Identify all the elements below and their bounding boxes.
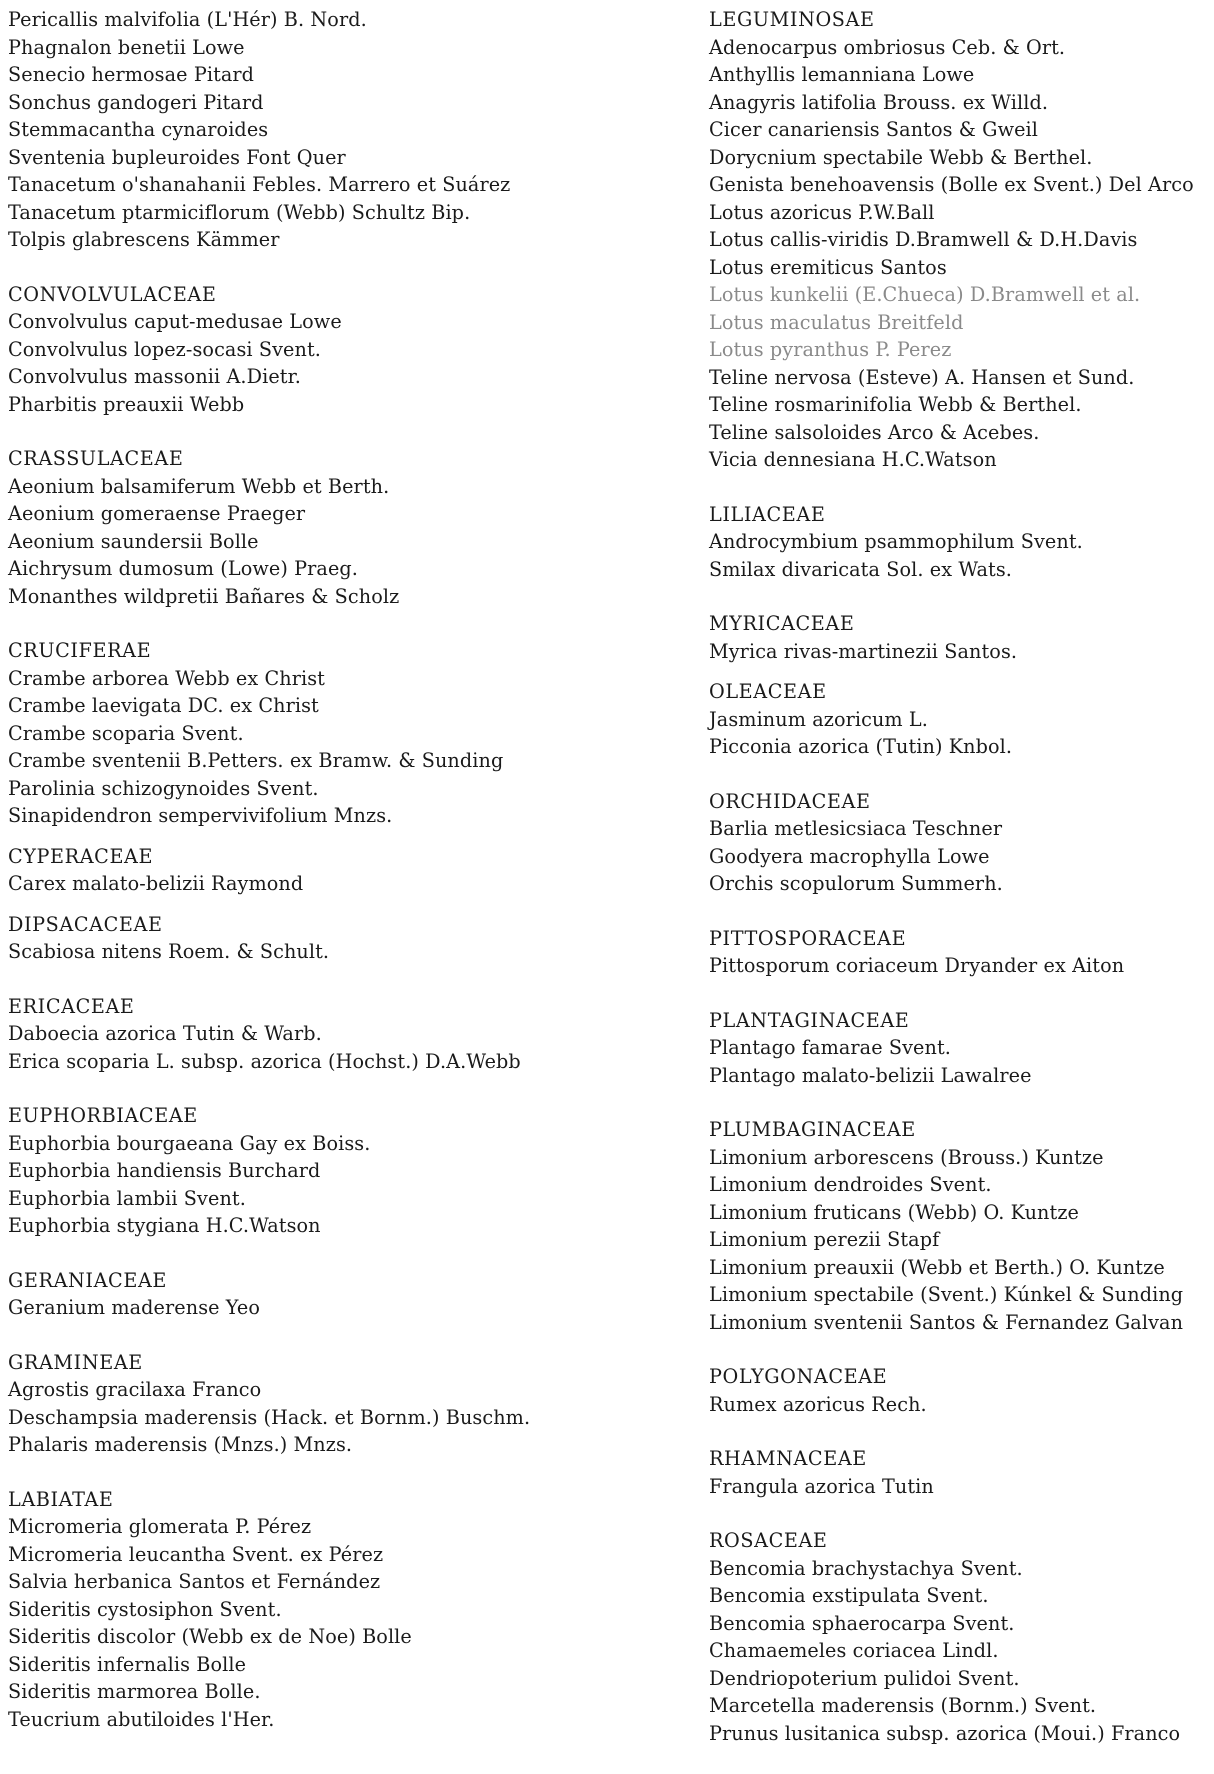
species-entry: Euphorbia lambii Svent. <box>8 1186 246 1210</box>
family-group-liliaceae <box>709 501 1209 584</box>
species-entry: Phagnalon benetii Lowe <box>8 35 245 59</box>
family-group-rosaceae <box>709 1527 1209 1747</box>
species-entry: Limonium arborescens (Brouss.) Kuntze <box>709 1145 1104 1169</box>
species-entry: Lotus pyranthus P. Perez <box>709 338 952 361</box>
species-entry: Barlia metlesicsiaca Teschner <box>709 817 1003 840</box>
family-group-gramineae <box>8 1349 608 1459</box>
species-entry: Convolvulus caput-medusae Lowe <box>8 310 342 333</box>
species-entry: Sventenia bupleuroides Font Quer <box>8 145 346 169</box>
family-heading: DIPSACACEAE <box>8 912 163 936</box>
family-heading: EUPHORBIACEAE <box>8 1104 198 1127</box>
species-entry: Limonium spectabile (Svent.) Kúnkel & Sunding <box>709 1283 1184 1306</box>
family-heading: PLANTAGINACEAE <box>709 1008 910 1032</box>
species-entry: Pittosporum coriaceum Dryander ex Aiton <box>709 954 1125 977</box>
species-entry: Orchis scopulorum Summerh. <box>709 872 1003 895</box>
family-heading: PLUMBAGINACEAE <box>709 1118 916 1141</box>
species-entry: Crambe sventenii B.Petters. ex Bramw. & Sunding <box>8 749 504 772</box>
family-heading: CRUCIFERAE <box>8 639 152 662</box>
species-entry: Tanacetum ptarmiciflorum (Webb) Schultz Bip. <box>8 200 471 224</box>
family-group-cyperaceae <box>8 843 608 898</box>
family-group-orchidaceae <box>709 788 1209 898</box>
species-entry: Euphorbia bourgaeana Gay ex Boiss. <box>8 1131 371 1155</box>
species-entry: Frangula azorica Tutin <box>709 1474 934 1498</box>
species-entry: Tolpis glabrescens Kämmer <box>8 228 280 251</box>
family-group-ericaceae <box>8 993 608 1076</box>
species-entry: Sideritis discolor (Webb ex de Noe) Bolle <box>8 1625 412 1648</box>
species-entry: Euphorbia handiensis Burchard <box>8 1159 321 1182</box>
family-heading: POLYGONACEAE <box>709 1365 888 1388</box>
family-group-leguminosae <box>709 6 1209 474</box>
species-entry: Sideritis cystosiphon Svent. <box>8 1597 282 1621</box>
family-group-plumbaginaceae <box>709 1116 1209 1336</box>
species-entry: Parolinia schizogynoides Svent. <box>8 776 319 800</box>
species-entry: Limonium fruticans (Webb) O. Kuntze <box>709 1200 1079 1224</box>
species-entry: Plantago famarae Svent. <box>709 1036 951 1059</box>
species-entry: Lotus callis-viridis D.Bramwell & D.H.Davis <box>709 228 1138 251</box>
species-entry: Anagyris latifolia Brouss. ex Willd. <box>709 90 1049 114</box>
species-entry: Convolvulus lopez-socasi Svent. <box>8 337 321 361</box>
species-entry: Lotus eremiticus Santos <box>709 255 947 279</box>
species-entry: Crambe arborea Webb ex Christ <box>8 666 325 690</box>
species-entry: Plantago malato-belizii Lawalree <box>709 1063 1032 1087</box>
left-column <box>8 6 608 1760</box>
species-entry: Crambe scoparia Svent. <box>8 721 244 745</box>
family-heading: CONVOLVULACEAE <box>8 282 217 306</box>
family-heading: GRAMINEAE <box>8 1350 143 1374</box>
species-entry: Tanacetum o'shanahanii Febles. Marrero et Suárez <box>8 173 511 196</box>
species-entry: Genista benehoavensis (Bolle ex Svent.) Del Arco <box>709 173 1194 196</box>
species-entry: Limonium sventenii Santos & Fernandez Galvan <box>709 1310 1184 1334</box>
species-entry: Marcetella maderensis (Bornm.) Svent. <box>709 1694 1097 1717</box>
species-entry: Lotus maculatus Breitfeld <box>709 310 964 334</box>
species-entry: Pericallis malvifolia (L'Hér) B. Nord. <box>8 8 367 31</box>
family-heading: CRASSULACEAE <box>8 447 184 470</box>
species-entry: Pharbitis preauxii Webb <box>8 392 245 416</box>
family-heading: LABIATAE <box>8 1487 114 1511</box>
right-column <box>709 6 1209 1774</box>
family-heading: PITTOSPORACEAE <box>709 926 907 950</box>
species-entry: Chamaemeles coriacea Lindl. <box>709 1639 999 1662</box>
species-entry: Agrostis gracilaxa Franco <box>8 1378 262 1401</box>
species-entry: Androcymbium psammophilum Svent. <box>709 530 1083 553</box>
species-entry: Salvia herbanica Santos et Fernández <box>8 1570 381 1593</box>
species-entry: Aichrysum dumosum (Lowe) Praeg. <box>8 557 358 580</box>
species-entry: Crambe laevigata DC. ex Christ <box>8 694 319 717</box>
family-group-myricaceae <box>709 610 1209 665</box>
species-entry: Sideritis infernalis Bolle <box>8 1652 247 1676</box>
species-entry: Aeonium gomeraense Praeger <box>8 502 306 525</box>
species-entry: Bencomia exstipulata Svent. <box>709 1584 989 1607</box>
species-entry: Aeonium balsamiferum Webb et Berth. <box>8 474 390 498</box>
family-group-polygonaceae <box>709 1363 1209 1418</box>
family-heading: LEGUMINOSAE <box>709 8 875 31</box>
species-entry: Dorycnium spectabile Webb & Berthel. <box>709 145 1093 169</box>
species-entry: Carex malato-belizii Raymond <box>8 872 304 895</box>
species-entry: Deschampsia maderensis (Hack. et Bornm.) Buschm. <box>8 1405 531 1429</box>
species-entry: Limonium dendroides Svent. <box>709 1173 992 1196</box>
family-heading: ROSACEAE <box>709 1529 828 1552</box>
species-entry: Phalaris maderensis (Mnzs.) Mnzs. <box>8 1433 353 1456</box>
family-heading: MYRICACEAE <box>709 612 855 635</box>
species-entry: Sonchus gandogeri Pitard <box>8 90 264 114</box>
species-entry: Lotus azoricus P.W.Ball <box>709 200 935 224</box>
family-heading: ERICACEAE <box>8 994 135 1018</box>
species-entry: Smilax divaricata Sol. ex Wats. <box>709 557 1012 581</box>
family-heading: RHAMNACEAE <box>709 1447 867 1470</box>
species-entry: Goodyera macrophylla Lowe <box>709 844 990 868</box>
species-entry: Sinapidendron sempervivifolium Mnzs. <box>8 804 393 827</box>
species-entry: Scabiosa nitens Roem. & Schult. <box>8 940 330 963</box>
species-entry: Senecio hermosae Pitard <box>8 63 255 86</box>
species-entry: Limonium perezii Stapf <box>709 1228 940 1251</box>
species-entry: Bencomia brachystachya Svent. <box>709 1556 1023 1580</box>
family-heading: OLEACEAE <box>709 680 827 703</box>
species-entry: Sideritis marmorea Bolle. <box>8 1680 261 1703</box>
family-group-continued <box>8 6 608 254</box>
family-heading: ORCHIDACEAE <box>709 789 871 813</box>
family-group-crassulaceae <box>8 445 608 610</box>
family-heading: GERANIACEAE <box>8 1268 168 1292</box>
family-group-geraniaceae <box>8 1267 608 1322</box>
species-entry: Limonium preauxii (Webb et Berth.) O. Kuntze <box>709 1255 1165 1279</box>
species-entry: Anthyllis lemanniana Lowe <box>709 63 975 86</box>
species-entry: Euphorbia stygiana H.C.Watson <box>8 1214 321 1237</box>
species-entry: Myrica rivas-martinezii Santos. <box>709 639 1018 663</box>
species-entry: Picconia azorica (Tutin) Knbol. <box>709 735 1013 758</box>
species-entry: Adenocarpus ombriosus Ceb. & Ort. <box>709 35 1066 59</box>
species-entry: Prunus lusitanica subsp. azorica (Moui.) Franco <box>709 1721 1181 1745</box>
species-entry: Monanthes wildpretii Bañares & Scholz <box>8 584 400 608</box>
family-group-plantaginaceae <box>709 1007 1209 1090</box>
family-heading: LILIACEAE <box>709 502 826 526</box>
species-entry: Teucrium abutiloides l'Her. <box>8 1707 275 1731</box>
family-group-dipsacaceae <box>8 911 608 966</box>
species-entry: Teline nervosa (Esteve) A. Hansen et Sund. <box>709 365 1135 389</box>
family-group-pittosporaceae <box>709 925 1209 980</box>
species-entry: Rumex azoricus Rech. <box>709 1392 927 1416</box>
species-entry: Geranium maderense Yeo <box>8 1296 261 1319</box>
species-entry: Stemmacantha cynaroides <box>8 118 269 141</box>
species-entry: Convolvulus massonii A.Dietr. <box>8 365 301 388</box>
species-entry: Micromeria leucantha Svent. ex Pérez <box>8 1542 384 1566</box>
species-entry: Micromeria glomerata P. Pérez <box>8 1515 312 1538</box>
species-entry: Lotus kunkelii (E.Chueca) D.Bramwell et al. <box>709 283 1141 306</box>
species-entry: Bencomia sphaerocarpa Svent. <box>709 1611 1015 1635</box>
family-group-convolvulaceae <box>8 281 608 419</box>
species-entry: Teline salsoloides Arco & Acebes. <box>709 420 1040 444</box>
family-heading: CYPERACEAE <box>8 844 154 868</box>
family-group-oleaceae <box>709 678 1209 761</box>
species-entry: Daboecia azorica Tutin & Warb. <box>8 1022 322 1045</box>
species-entry: Dendriopoterium pulidoi Svent. <box>709 1666 1020 1690</box>
species-entry: Cicer canariensis Santos & Gweil <box>709 118 1039 141</box>
species-entry: Jasminum azoricum L. <box>709 707 928 731</box>
family-group-rhamnaceae <box>709 1445 1209 1500</box>
family-group-cruciferae <box>8 637 608 830</box>
family-group-euphorbiaceae <box>8 1102 608 1240</box>
species-entry: Vicia dennesiana H.C.Watson <box>709 448 997 471</box>
species-entry: Erica scoparia L. subsp. azorica (Hochst.) D.A.Webb <box>8 1049 521 1073</box>
species-entry: Aeonium saundersii Bolle <box>8 529 259 553</box>
species-entry: Teline rosmarinifolia Webb & Berthel. <box>709 393 1082 416</box>
family-group-labiatae <box>8 1486 608 1734</box>
